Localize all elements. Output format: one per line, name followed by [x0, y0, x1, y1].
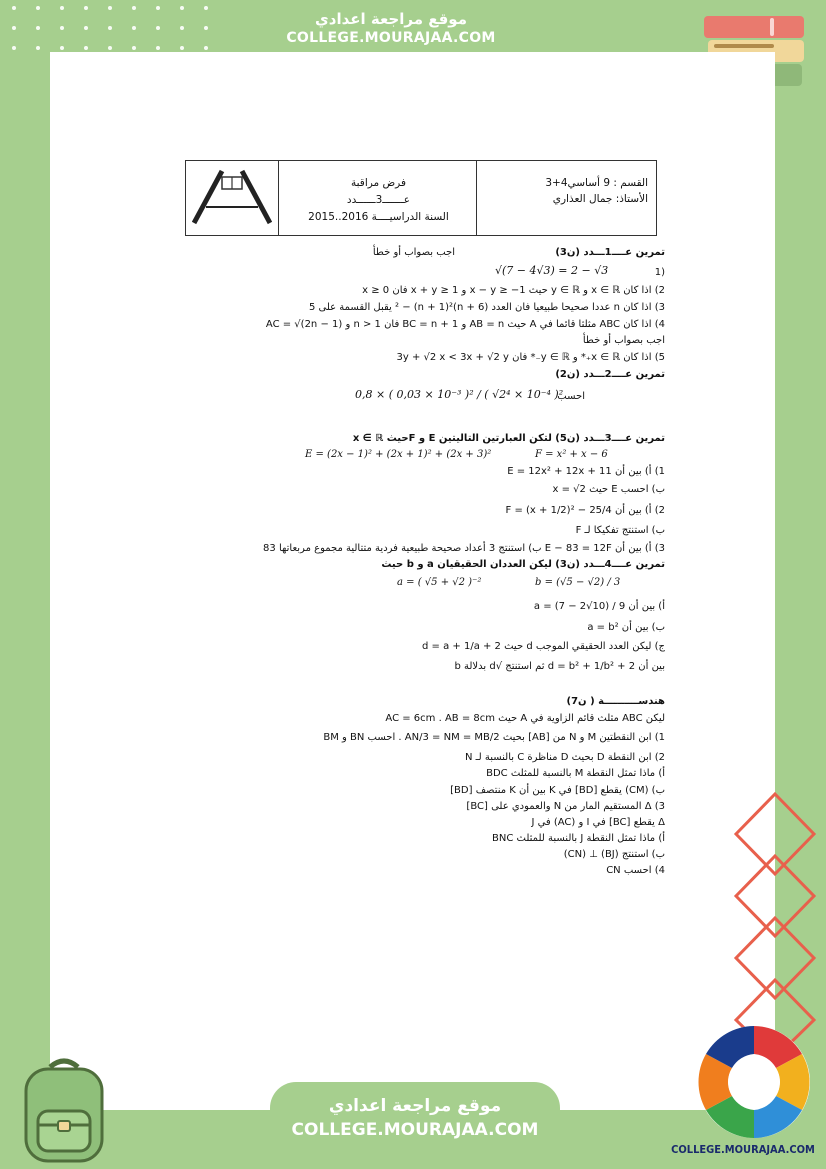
class-label: القسم : 9 أساسي4+3 [545, 177, 648, 189]
ex3-q2a: 2) أ) بين أن F = (x + 1/2)² − 25/4 [505, 505, 665, 516]
f-definition: F = x² + x − 6 [535, 449, 608, 460]
ex4-q2: ب) بين أن a = b² [587, 622, 665, 633]
ex4-q4: بين أن d = b² + 1/b² + 2 ثم استنتج √d بدلالة b [454, 661, 665, 672]
ex5-title: هندســــــــــة ( ن7) [566, 696, 665, 707]
geo-intro: ليكن ABC مثلث قائم الزاوية في A حيث AC = 6cm . AB = 8cm [385, 713, 665, 724]
subjects-wheel-logo-icon [694, 1022, 814, 1142]
decorative-dots [12, 6, 212, 54]
geo-q3b: Δ يقطع [BC] في I و (AC) في J [531, 817, 665, 828]
school-logo [186, 161, 278, 235]
ex3-q2b: ب) استنتج تفكيكا لـ F [575, 525, 665, 536]
ex2-expression: 0,8 × ( 0,03 × 10⁻³ )² / ( √2⁴ × 10⁻⁴ )² [355, 388, 564, 401]
ex1-q3: 3) اذا كان n عددا صحيحا طبيعيا فان العدد (n + 6)² − (n + 1)² يقبل القسمة على 5 [308, 302, 665, 313]
b-definition: b = (√5 − √2) / 3 [535, 577, 621, 588]
site-url: COLLEGE.MOURAJAA.COM [286, 30, 496, 46]
ex1-q4-note: اجب بصواب أو خطأ [582, 335, 665, 346]
ex4-q1: أ) بين أن a = (7 − 2√10) / 9 [533, 601, 665, 612]
wheel-site-url: COLLEGE.MOURAJAA.COM [671, 1143, 815, 1156]
bottom-site-url: COLLEGE.MOURAJAA.COM [291, 1120, 539, 1140]
ex3-q1a: 1) أ) بين أن E = 12x² + 12x + 11 [507, 466, 665, 477]
geo-q4: 4) احسب CN [606, 865, 665, 876]
ex3-q3: 3) أ) بين أن E − 83 = 12F ب) استنتج 3 أعداد صحيحة طبيعية فردية متتالية مجموع مربعاتها 83 [263, 543, 665, 554]
ex1-q1-num: (1 [654, 267, 665, 278]
ex2-intro: احسب [557, 391, 585, 402]
top-site-banner [262, 0, 520, 60]
e-definition: E = (2x − 1)² + (2x + 1)² + (2x + 3)² [305, 449, 492, 460]
chevron-decoration-icon [730, 790, 820, 1060]
geo-q2b: ب) (CM) يقطع [BD] في K بين أن K منتصف [BD] [450, 785, 665, 796]
backpack-icon [12, 1055, 117, 1165]
ex3-title: تمرين عــــ3ـــدد (ن5) لتكن العبارتين التاليتين E و Fحيث x ∈ ℝ [352, 433, 665, 444]
ex1-q1-expr: √(7 − 4√3) = 2 − √3 [495, 264, 609, 277]
geo-q1: 1) ابن النقطتين M و N من [AB] بحيث AN/3 = NM = MB/2 . احسب BN و BM [323, 732, 665, 743]
geo-q3: 3) Δ المستقيم المار من N والعمودي على [BC] [466, 801, 665, 812]
ex1-title: تمرين عــــ1ـــدد (ن3) [555, 247, 665, 258]
exam-header [185, 160, 657, 236]
geo-q3d: ب) استنتج (BJ) ⊥ (CN) [563, 849, 665, 860]
exam-document [145, 150, 665, 890]
a-definition: a = ( √5 + √2 )⁻² [397, 577, 482, 588]
site-name-arabic: موقع مراجعة اعدادي [315, 10, 467, 28]
bottom-site-name-arabic: موقع مراجعة اعدادي [328, 1096, 502, 1116]
header-class-info [476, 161, 656, 235]
ex4-title: تمرين عــــ4ـــدد (ن3) ليكن العددان الحقيقيان a و b حيث [381, 559, 665, 570]
ex4-q3: ج) ليكن العدد الحقيقي الموجب d حيث d = a + 1/a + 2 [422, 641, 665, 652]
ex1-intro: اجب بصواب أو خطأ [372, 247, 455, 258]
geo-q2a: أ) ماذا تمثل النقطة M بالنسبة للمثلث BDC [486, 768, 665, 779]
exam-title: فرض مراقبة [351, 177, 406, 189]
ex3-q1b: ب) احسب E حيث x = √2 [552, 484, 665, 495]
ex1-q5: 5) اذا كان x ∈ ℝ₊* و y ∈ ℝ₋* فان 3y + √2 x < 3x + √2 y [396, 352, 665, 363]
ex1-q2: 2) اذا كان x ∈ ℝ و y ∈ ℝ حيث x − y ≥ −1 و x + y ≥ 1 فان x ≥ 0 [362, 285, 665, 296]
geo-q2: 2) ابن النقطة D بحيث D مناظرة C بالنسبة لـ N [465, 752, 665, 763]
bottom-site-banner [270, 1082, 560, 1169]
teacher-label: الأستاذ: جمال العذاري [552, 193, 648, 205]
ex1-q4: 4) اذا كان ABC مثلثا قائما في A حيث AB = n و BC = n + 1 فان n > 1 و AC = √(2n − 1) [265, 319, 665, 330]
geo-q3c: أ) ماذا تمثل النقطة J بالنسبة للمثلث BNC [492, 833, 665, 844]
exam-number: عـــــــ3ــــــدد [346, 194, 411, 206]
header-title-block [278, 161, 478, 235]
ex2-title: تمرين عــــ2ـــدد (ن2) [555, 369, 665, 380]
school-year: السنة الدراسيــــة 2016..2015 [308, 211, 449, 223]
